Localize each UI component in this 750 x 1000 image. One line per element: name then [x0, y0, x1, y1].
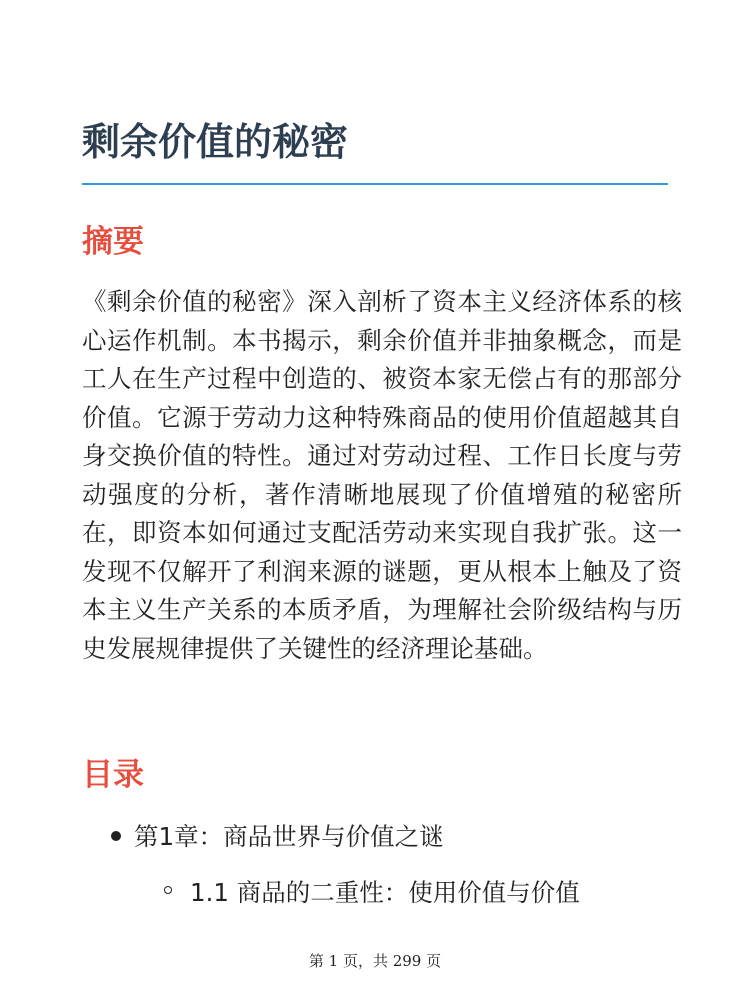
- bullet-circle-icon: [164, 886, 172, 894]
- bullet-disc-icon: [111, 831, 121, 841]
- summary-paragraph: 《剩余价值的秘密》深入剖析了资本主义经济体系的核心运作机制。本书揭示，剩余价值并非抽象概念，而是工人在生产过程中创造的、被资本家无偿占有的那部分价值。它源于劳动力这种特殊商品的使用价值超越其自身交换价值的特性。通过对劳动过程、工作日长度与劳动强度的分析，著作清晰地展现了价值增殖的秘密所在，即资本如何通过支配活劳动来实现自我扩张。这一发现不仅解开了利润来源的谜题，更从根本上触及了资本主义生产关系的本质矛盾，为理解社会阶级结构与历史发展规律提供了关键性的经济理论基础。: [82, 287, 682, 663]
- document-title: 剩余价值的秘密: [82, 120, 349, 164]
- toc-heading: 目录: [82, 757, 144, 793]
- toc-item-section-1-1: 1.1 商品的二重性：使用价值与价值: [190, 878, 580, 907]
- toc-item-chapter-1: 第1章：商品世界与价值之谜: [134, 822, 444, 851]
- title-divider: [82, 183, 668, 185]
- summary-heading: 摘要: [82, 224, 144, 260]
- page-number-footer: 第 1 页，共 299 页: [308, 952, 442, 970]
